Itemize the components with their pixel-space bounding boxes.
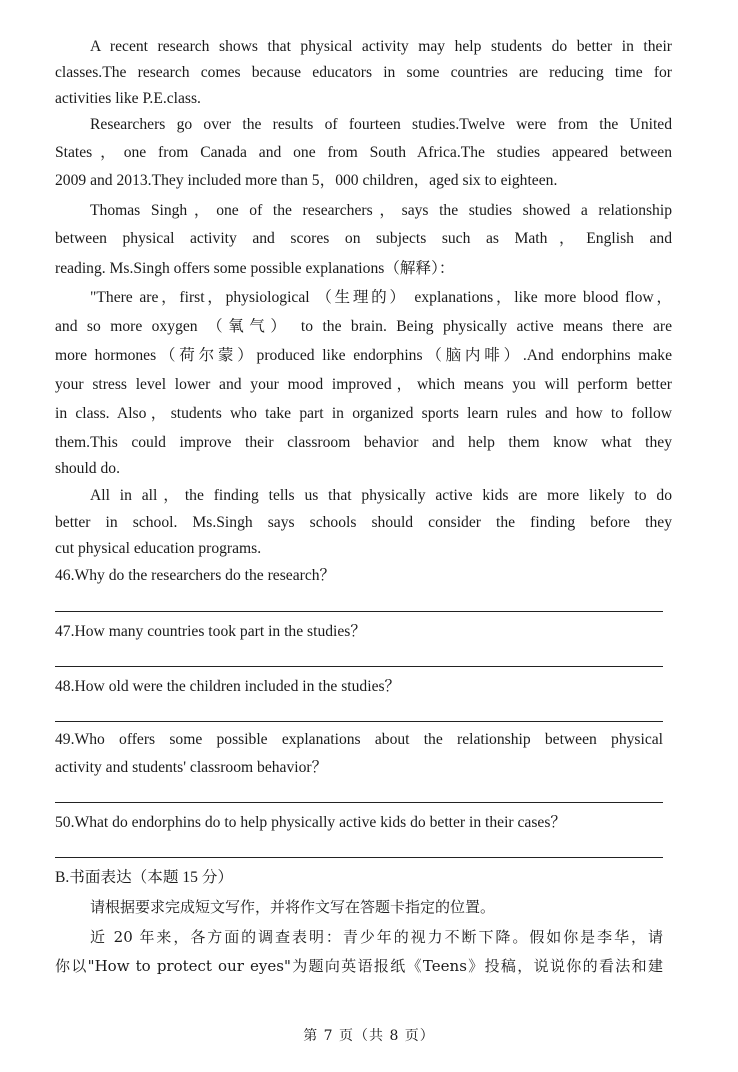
passage-line: 2009 and 2013.They included more than 5，000 children，aged six to eighteen. xyxy=(55,172,558,189)
passage-line: Researchers go over the results of fourteen studies.Twelve were from the United xyxy=(90,116,672,133)
passage-line: classes.The research comes because educators in some countries are reducing time for xyxy=(55,64,672,81)
question-48-text: 48.How old were the children included in the studies？ xyxy=(55,678,401,695)
question-50-text: 50.What do endorphins do to help physically active kids do better in their cases？ xyxy=(55,814,567,831)
question-47-text: 47.How many countries took part in the studies？ xyxy=(55,623,366,640)
passage-line: more hormones（荷尔蒙）produced like endorphins（脑内啡）.And endorphins make xyxy=(55,347,672,364)
question-49-text: 49.Who offers some possible explanations about the relationship between physical xyxy=(55,731,663,748)
passage-line: States，one from Canada and one from South Africa.The studies appeared between xyxy=(55,144,672,161)
answer-line-50[interactable] xyxy=(55,857,663,858)
passage-line: activities like P.E.class. xyxy=(55,90,201,107)
answer-line-48[interactable] xyxy=(55,721,663,722)
writing-prompt-line-1: 近 20 年来，各方面的调查表明：青少年的视力不断下降。假如你是李华，请 xyxy=(90,928,663,946)
passage-line: better in school. Ms.Singh says schools should consider the finding before they xyxy=(55,514,672,531)
passage-line: in class. Also，students who take part in organized sports learn rules and how to follow xyxy=(55,405,672,422)
passage-line: your stress level lower and your mood improved，which means you will perform better xyxy=(55,376,672,393)
passage-line: A recent research shows that physical activity may help students do better in their xyxy=(90,38,672,55)
passage-line: between physical activity and scores on subjects such as Math，English and xyxy=(55,230,672,247)
writing-heading: B.书面表达（本题 15 分） xyxy=(55,869,234,886)
writing-prompt-line-2: 你以"How to protect our eyes"为题向英语报纸《Teens》投稿，说说你的看法和建 xyxy=(55,957,663,975)
passage-line: cut physical education programs. xyxy=(55,540,262,557)
answer-line-47[interactable] xyxy=(55,666,663,667)
question-46-text: 46.Why do the researchers do the research？ xyxy=(55,567,336,584)
question-49-text: activity and students' classroom behavior？ xyxy=(55,759,328,776)
passage-line: and so more oxygen （氧气） to the brain. Being physically active means there are xyxy=(55,318,672,335)
passage-line: "There are，first，physiological （生理的） explanations，like more blood flow， xyxy=(90,289,672,306)
passage-line: Thomas Singh，one of the researchers，says the studies showed a relationship xyxy=(90,202,672,219)
writing-instruction: 请根据要求完成短文写作，并将作文写在答题卡指定的位置。 xyxy=(90,898,496,916)
passage-line: should do. xyxy=(55,460,120,477)
passage-line: them.This could improve their classroom behavior and help them know what they xyxy=(55,434,672,451)
answer-line-46[interactable] xyxy=(55,611,663,612)
page-number-footer: 第 7 页（共 8 页） xyxy=(303,1028,435,1044)
answer-line-49[interactable] xyxy=(55,802,663,803)
passage-line: reading. Ms.Singh offers some possible explanations（解释）： xyxy=(55,260,455,277)
passage-line: All in all，the finding tells us that physically active kids are more likely to do xyxy=(90,487,672,504)
